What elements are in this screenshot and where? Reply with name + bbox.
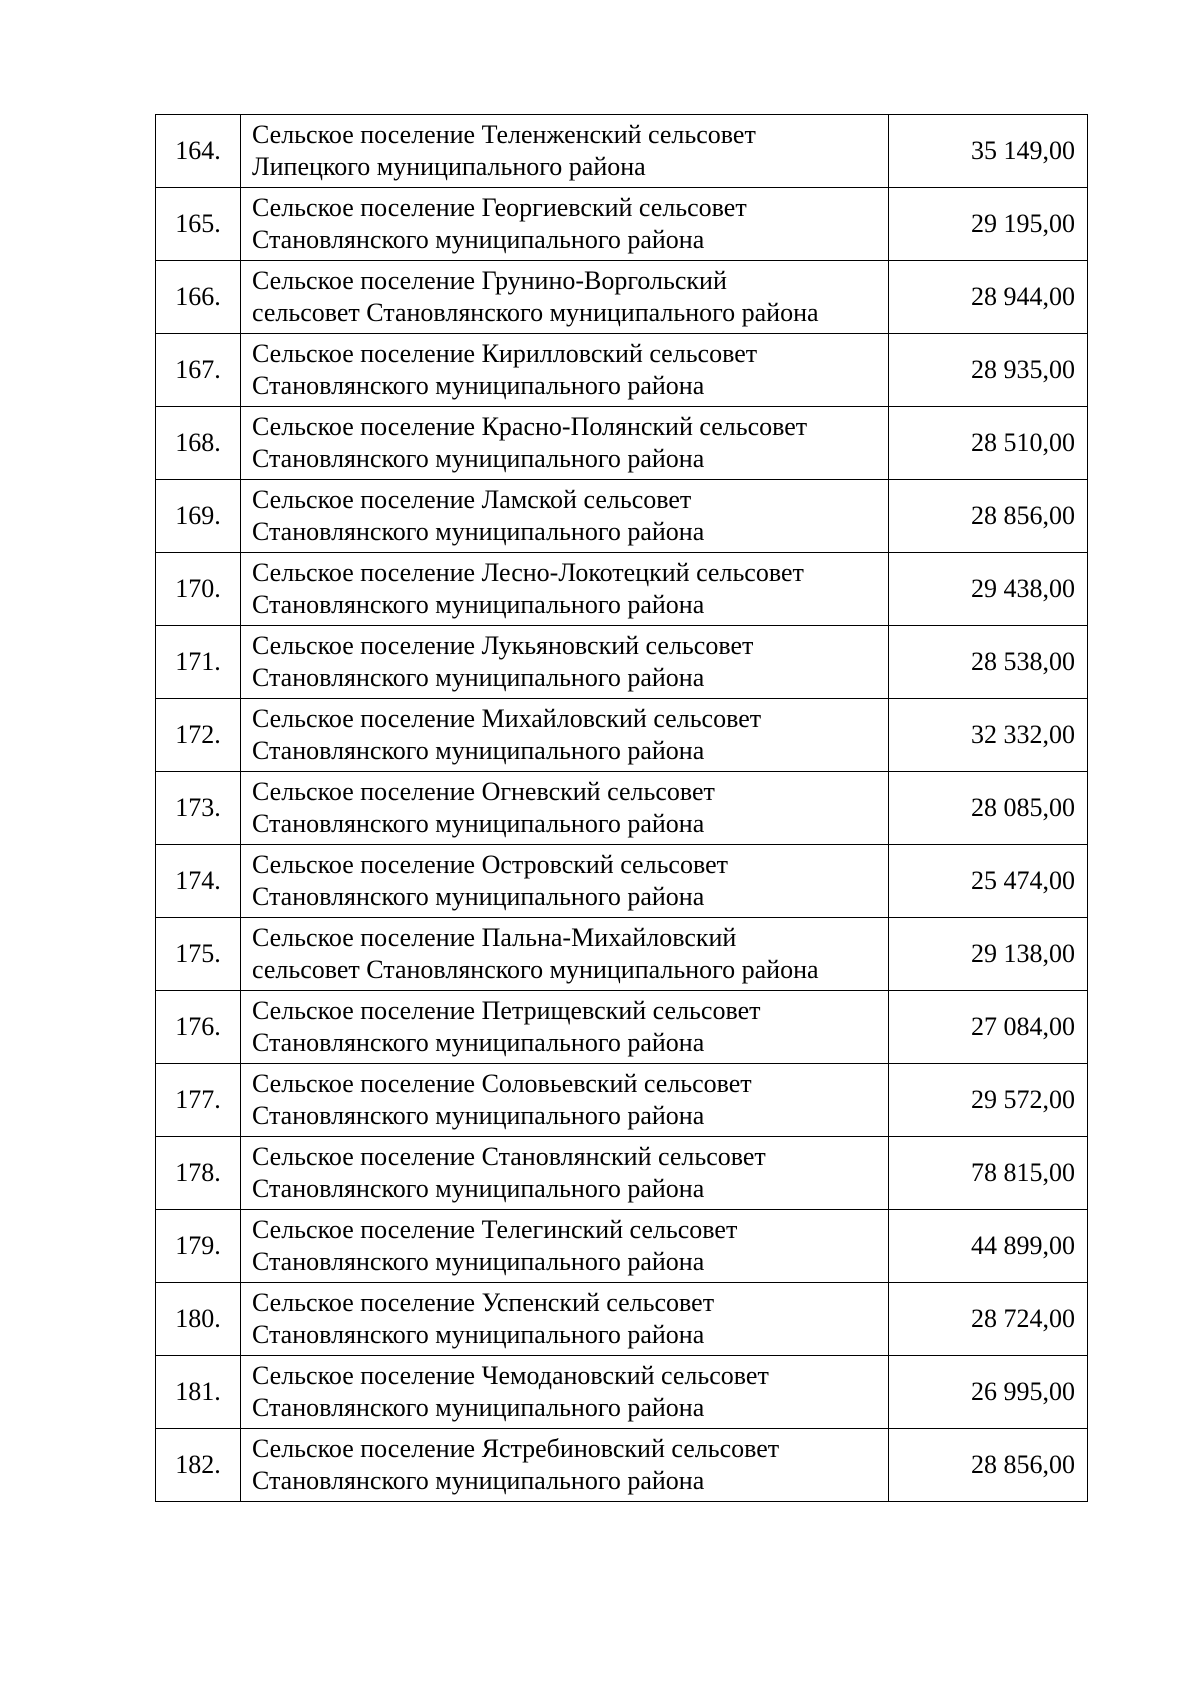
table-row: [156, 407, 1088, 480]
table-row: [156, 1283, 1088, 1356]
settlement-name: [241, 918, 889, 991]
settlement-name: [241, 626, 889, 699]
settlement-name: [241, 407, 889, 480]
settlement-name-line-1: Сельское поселение Островский сельсовет: [252, 850, 728, 879]
allocation-table: [155, 114, 1088, 1502]
table-row: [156, 115, 1088, 188]
settlement-name-line-1: Сельское поселение Грунино-Воргольский: [252, 266, 727, 295]
settlement-name-line-2: Становлянского муниципального района: [252, 809, 705, 838]
settlement-name-line-2: Становлянского муниципального района: [252, 590, 705, 619]
table-row: [156, 772, 1088, 845]
settlement-name-line-2: Становлянского муниципального района: [252, 1174, 705, 1203]
row-number: 173.: [156, 772, 241, 845]
table-body: [156, 115, 1088, 1502]
settlement-name: [241, 699, 889, 772]
amount-value: 29 438,00: [889, 553, 1088, 626]
settlement-name-line-2: Становлянского муниципального района: [252, 1466, 705, 1495]
settlement-name: [241, 1356, 889, 1429]
settlement-name-line-1: Сельское поселение Успенский сельсовет: [252, 1288, 715, 1317]
settlement-name: [241, 772, 889, 845]
settlement-name-line-2: Липецкого муниципального района: [252, 152, 646, 181]
settlement-name: [241, 480, 889, 553]
amount-value: 28 856,00: [889, 480, 1088, 553]
amount-value: 28 538,00: [889, 626, 1088, 699]
row-number: 179.: [156, 1210, 241, 1283]
amount-value: 28 510,00: [889, 407, 1088, 480]
row-number: 174.: [156, 845, 241, 918]
row-number: 166.: [156, 261, 241, 334]
table-row: [156, 188, 1088, 261]
settlement-name-line-1: Сельское поселение Огневский сельсовет: [252, 777, 715, 806]
amount-value: 44 899,00: [889, 1210, 1088, 1283]
amount-value: 35 149,00: [889, 115, 1088, 188]
row-number: 177.: [156, 1064, 241, 1137]
settlement-name: [241, 261, 889, 334]
row-number: 171.: [156, 626, 241, 699]
settlement-name-line-1: Сельское поселение Чемодановский сельсовет: [252, 1361, 769, 1390]
settlement-name-line-2: Становлянского муниципального района: [252, 663, 705, 692]
amount-value: 26 995,00: [889, 1356, 1088, 1429]
row-number: 181.: [156, 1356, 241, 1429]
row-number: 175.: [156, 918, 241, 991]
settlement-name-line-2: Становлянского муниципального района: [252, 1028, 705, 1057]
settlement-name-line-2: сельсовет Становлянского муниципального района: [252, 298, 819, 327]
amount-value: 28 935,00: [889, 334, 1088, 407]
settlement-name-line-2: Становлянского муниципального района: [252, 1320, 705, 1349]
row-number: 178.: [156, 1137, 241, 1210]
settlement-name: [241, 1064, 889, 1137]
settlement-name-line-2: Становлянского муниципального района: [252, 444, 705, 473]
settlement-name-line-1: Сельское поселение Телегинский сельсовет: [252, 1215, 738, 1244]
settlement-name: [241, 188, 889, 261]
settlement-name-line-2: Становлянского муниципального района: [252, 1101, 705, 1130]
settlement-name-line-1: Сельское поселение Петрищевский сельсовет: [252, 996, 761, 1025]
settlement-name: [241, 334, 889, 407]
table-row: [156, 626, 1088, 699]
table-row: [156, 1429, 1088, 1502]
row-number: 165.: [156, 188, 241, 261]
table-row: [156, 553, 1088, 626]
amount-value: 28 724,00: [889, 1283, 1088, 1356]
settlement-name: [241, 115, 889, 188]
row-number: 167.: [156, 334, 241, 407]
settlement-name-line-2: Становлянского муниципального района: [252, 1247, 705, 1276]
amount-value: 25 474,00: [889, 845, 1088, 918]
table-row: [156, 480, 1088, 553]
amount-value: 28 085,00: [889, 772, 1088, 845]
row-number: 170.: [156, 553, 241, 626]
table-row: [156, 845, 1088, 918]
settlement-name: [241, 1210, 889, 1283]
settlement-name-line-1: Сельское поселение Георгиевский сельсовет: [252, 193, 747, 222]
settlement-name-line-1: Сельское поселение Красно-Полянский сельсовет: [252, 412, 808, 441]
settlement-name: [241, 845, 889, 918]
settlement-name-line-1: Сельское поселение Пальна-Михайловский: [252, 923, 737, 952]
settlement-name-line-1: Сельское поселение Ястребиновский сельсовет: [252, 1434, 780, 1463]
settlement-name-line-1: Сельское поселение Кирилловский сельсовет: [252, 339, 758, 368]
settlement-name-line-1: Сельское поселение Лесно-Локотецкий сельсовет: [252, 558, 804, 587]
table-row: [156, 991, 1088, 1064]
settlement-name-line-2: Становлянского муниципального района: [252, 371, 705, 400]
row-number: 164.: [156, 115, 241, 188]
settlement-name-line-2: Становлянского муниципального района: [252, 517, 705, 546]
amount-value: 29 195,00: [889, 188, 1088, 261]
amount-value: 29 138,00: [889, 918, 1088, 991]
row-number: 172.: [156, 699, 241, 772]
amount-value: 32 332,00: [889, 699, 1088, 772]
row-number: 180.: [156, 1283, 241, 1356]
settlement-name-line-1: Сельское поселение Соловьевский сельсовет: [252, 1069, 752, 1098]
settlement-name: [241, 1137, 889, 1210]
row-number: 168.: [156, 407, 241, 480]
table-row: [156, 1137, 1088, 1210]
settlement-name-line-2: Становлянского муниципального района: [252, 225, 705, 254]
table-row: [156, 261, 1088, 334]
settlement-name: [241, 553, 889, 626]
settlement-name-line-1: Сельское поселение Лукьяновский сельсовет: [252, 631, 754, 660]
table-row: [156, 1210, 1088, 1283]
settlement-name-line-1: Сельское поселение Михайловский сельсовет: [252, 704, 762, 733]
amount-value: 78 815,00: [889, 1137, 1088, 1210]
amount-value: 28 856,00: [889, 1429, 1088, 1502]
row-number: 176.: [156, 991, 241, 1064]
table-row: [156, 918, 1088, 991]
table-row: [156, 1064, 1088, 1137]
row-number: 169.: [156, 480, 241, 553]
settlement-name-line-1: Сельское поселение Ламской сельсовет: [252, 485, 692, 514]
settlement-name-line-1: Сельское поселение Теленженский сельсовет: [252, 120, 756, 149]
table-row: [156, 1356, 1088, 1429]
table-row: [156, 699, 1088, 772]
settlement-name-line-2: Становлянского муниципального района: [252, 1393, 705, 1422]
settlement-name-line-1: Сельское поселение Становлянский сельсовет: [252, 1142, 766, 1171]
settlement-name-line-2: Становлянского муниципального района: [252, 882, 705, 911]
settlement-name: [241, 1429, 889, 1502]
settlement-name: [241, 991, 889, 1064]
settlement-name-line-2: сельсовет Становлянского муниципального района: [252, 955, 819, 984]
settlement-name-line-2: Становлянского муниципального района: [252, 736, 705, 765]
amount-value: 28 944,00: [889, 261, 1088, 334]
row-number: 182.: [156, 1429, 241, 1502]
table-row: [156, 334, 1088, 407]
settlement-name: [241, 1283, 889, 1356]
amount-value: 29 572,00: [889, 1064, 1088, 1137]
amount-value: 27 084,00: [889, 991, 1088, 1064]
